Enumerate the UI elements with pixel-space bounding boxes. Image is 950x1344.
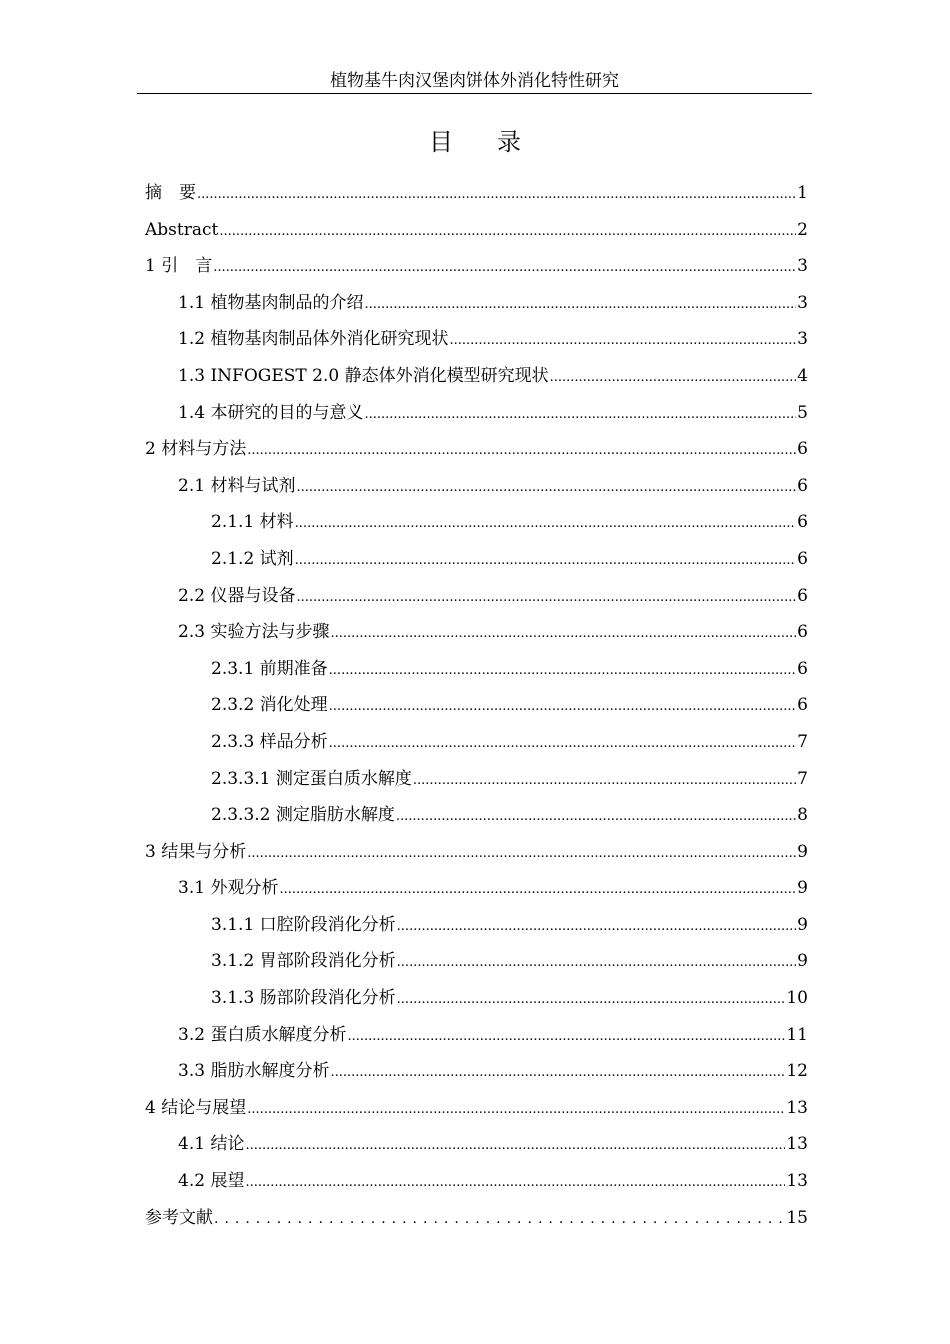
- toc-entry-label: 4.1 结论: [178, 1134, 245, 1155]
- toc-entry[interactable]: [145, 724, 808, 761]
- toc-entry-label: 1 引 言: [145, 256, 213, 277]
- toc-entry-label: 摘 要: [145, 183, 196, 203]
- toc-dot-leader: [397, 945, 797, 981]
- toc-entry-label: 2.1 材料与试剂: [178, 475, 296, 496]
- toc-entry-label: 4 结论与展望: [145, 1097, 247, 1118]
- toc-dot-leader: [364, 287, 796, 323]
- running-header-title: 植物基牛肉汉堡肉饼体外消化特性研究: [330, 71, 619, 91]
- toc-page-number: 9: [797, 951, 808, 972]
- toc-page-number: 7: [797, 731, 808, 752]
- toc-dot-leader: [245, 1128, 785, 1164]
- toc-page-number: 6: [797, 439, 808, 460]
- toc-entry-label: 2.3.1 前期准备: [211, 658, 328, 679]
- toc-entry[interactable]: [145, 651, 808, 688]
- toc-entry-label: 2.1.2 试剂: [211, 548, 294, 569]
- toc-entry-label: 1.3 INFOGEST 2.0 静态体外消化模型研究现状: [178, 365, 549, 386]
- toc-entry-label: 2.2 仪器与设备: [178, 585, 296, 606]
- toc-entry[interactable]: [145, 175, 808, 212]
- toc-entry[interactable]: [145, 1200, 808, 1237]
- toc-dot-leader: [245, 1165, 785, 1201]
- toc-entry-label: 3.1.3 肠部阶段消化分析: [211, 988, 396, 1009]
- toc-dot-leader: [364, 397, 796, 433]
- toc-dot-leader: [330, 616, 796, 652]
- toc-dot-leader: [347, 1019, 785, 1055]
- toc-dot-leader: [397, 909, 797, 945]
- toc-page-number: 4: [797, 365, 808, 386]
- toc-page-number: 6: [797, 548, 808, 569]
- toc-page-number: 11: [786, 1024, 808, 1045]
- toc-dot-leader: [397, 982, 786, 1018]
- toc-page-number: 13: [786, 1134, 808, 1155]
- toc-page-number: 13: [786, 1171, 808, 1192]
- toc-dot-leader: [219, 214, 796, 250]
- toc-entry[interactable]: [145, 761, 808, 798]
- toc-page-number: 6: [797, 622, 808, 643]
- toc-entry-label: 1.4 本研究的目的与意义: [178, 402, 364, 423]
- toc-page-number: 6: [797, 475, 808, 496]
- toc-entry-label: 2.1.1 材料: [211, 512, 294, 533]
- toc-entry[interactable]: [145, 1017, 808, 1054]
- toc-entry-label: 3.1.1 口腔阶段消化分析: [211, 914, 396, 935]
- toc-entry[interactable]: [145, 504, 808, 541]
- toc-page-number: 9: [797, 878, 808, 899]
- toc-page-number: 6: [797, 512, 808, 533]
- toc-entry[interactable]: [145, 943, 808, 980]
- toc-entry[interactable]: [145, 358, 808, 395]
- toc-page-number: 3: [797, 292, 808, 313]
- toc-entry[interactable]: [145, 321, 808, 358]
- toc-page-number: 12: [786, 1061, 808, 1082]
- toc-page-number: 6: [797, 658, 808, 679]
- toc-dot-leader: [197, 177, 796, 213]
- toc-entry[interactable]: [145, 395, 808, 432]
- toc-entry[interactable]: [145, 468, 808, 505]
- toc-dot-leader: [247, 836, 796, 872]
- toc-page-number: 13: [786, 1097, 808, 1118]
- toc-dot-leader: [329, 689, 797, 725]
- toc-dot-leader: [449, 323, 796, 359]
- toc-entry[interactable]: [145, 614, 808, 651]
- toc-entry-label: 2.3.3.1 测定蛋白质水解度: [211, 768, 412, 789]
- toc-page-number: 9: [797, 841, 808, 862]
- toc-page-number: 15: [786, 1207, 808, 1228]
- toc-dot-leader: [213, 250, 796, 286]
- toc-page-number: 6: [797, 695, 808, 716]
- toc-dot-leader: [296, 580, 796, 616]
- toc-entry[interactable]: [145, 541, 808, 578]
- toc-entry-label: 2.3.2 消化处理: [211, 695, 328, 716]
- toc-entry-label: 4.2 展望: [178, 1171, 245, 1192]
- toc-entry[interactable]: [145, 834, 808, 871]
- toc-dot-leader: [296, 470, 796, 506]
- toc-entry-label: 3.3 脂肪水解度分析: [178, 1061, 330, 1082]
- toc-dot-leader: [214, 1201, 785, 1237]
- toc-dot-leader: [247, 433, 796, 469]
- toc-entry-label: 2.3.3 样品分析: [211, 731, 328, 752]
- toc-entry[interactable]: [145, 1053, 808, 1090]
- toc-dot-leader: [330, 1055, 785, 1091]
- toc-entry[interactable]: [145, 1126, 808, 1163]
- toc-page-number: 10: [786, 988, 808, 1009]
- toc-entry[interactable]: [145, 980, 808, 1017]
- toc-entry-label: Abstract: [145, 219, 219, 240]
- table-of-contents: [145, 175, 808, 1236]
- toc-entry-label: 2.3.3.2 测定脂肪水解度: [211, 805, 395, 826]
- header-rule: [137, 93, 812, 94]
- toc-page-number: 7: [797, 768, 808, 789]
- toc-page-number: 6: [797, 585, 808, 606]
- toc-entry[interactable]: [145, 431, 808, 468]
- toc-page-number: 3: [797, 329, 808, 350]
- toc-dot-leader: [295, 543, 797, 579]
- toc-page-number: 8: [797, 805, 808, 826]
- toc-entry-label: 3 结果与分析: [145, 841, 247, 862]
- toc-dot-leader: [329, 726, 797, 762]
- toc-page-number: 1: [797, 183, 808, 203]
- toc-entry-label: 3.1 外观分析: [178, 878, 279, 899]
- toc-entry[interactable]: [145, 285, 808, 322]
- toc-dot-leader: [295, 506, 797, 542]
- toc-entry[interactable]: [145, 1090, 808, 1127]
- toc-entry-label: 2 材料与方法: [145, 439, 247, 460]
- toc-entry-label: 1.2 植物基肉制品体外消化研究现状: [178, 329, 449, 350]
- toc-entry-label: 3.1.2 胃部阶段消化分析: [211, 951, 396, 972]
- toc-entry-label: 参考文献: [145, 1207, 213, 1228]
- toc-entry[interactable]: [145, 1163, 808, 1200]
- toc-entry[interactable]: [145, 907, 808, 944]
- toc-entry[interactable]: [145, 870, 808, 907]
- toc-entry[interactable]: [145, 212, 808, 249]
- toc-dot-leader: [279, 872, 796, 908]
- toc-entry-label: 3.2 蛋白质水解度分析: [178, 1024, 347, 1045]
- toc-entry-label: 2.3 实验方法与步骤: [178, 622, 330, 643]
- toc-title: 目录: [429, 128, 565, 156]
- toc-page-number: 3: [797, 256, 808, 277]
- toc-dot-leader: [413, 763, 796, 799]
- toc-entry[interactable]: [145, 248, 808, 285]
- toc-entry[interactable]: [145, 687, 808, 724]
- toc-entry-label: 1.1 植物基肉制品的介绍: [178, 292, 364, 313]
- toc-entry[interactable]: [145, 578, 808, 615]
- toc-dot-leader: [550, 360, 797, 396]
- toc-page-number: 2: [797, 219, 808, 240]
- toc-dot-leader: [247, 1092, 785, 1128]
- toc-page-number: 5: [797, 402, 808, 423]
- toc-entry[interactable]: [145, 797, 808, 834]
- toc-page-number: 9: [797, 914, 808, 935]
- toc-dot-leader: [329, 653, 797, 689]
- toc-dot-leader: [396, 799, 796, 835]
